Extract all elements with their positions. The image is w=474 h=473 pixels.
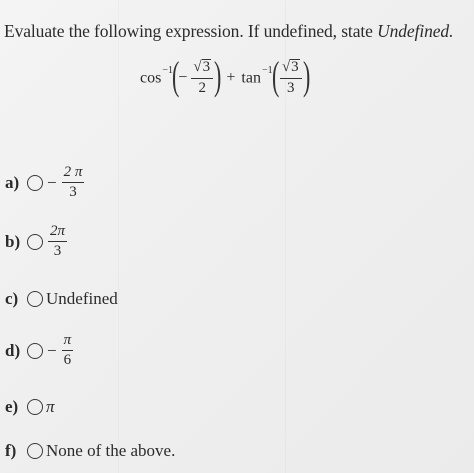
radio-button[interactable] [27, 443, 43, 459]
option-letter: c) [5, 289, 19, 308]
question-emphasis: Undefined. [377, 21, 454, 41]
right-paren: ) [302, 53, 311, 98]
option-answer: Undefined [46, 289, 118, 308]
background-line [118, 0, 119, 473]
option-letter: e) [5, 397, 19, 416]
minus-sign: − [178, 69, 188, 86]
option-letter: b) [5, 231, 21, 251]
radio-button[interactable] [27, 291, 43, 307]
radio-button[interactable] [27, 234, 43, 250]
left-paren: ( [271, 53, 279, 98]
fraction-sqrt3-over-3: √ 3 3 [280, 59, 302, 97]
question-text: Evaluate the following expression. If undefined, state [4, 21, 378, 41]
option-d[interactable] [5, 332, 75, 370]
left-paren: ( [171, 53, 180, 98]
tan-inverse: $\tan^{-1}$ [241, 65, 273, 87]
option-letter: f) [5, 441, 17, 460]
option-letter: d) [5, 340, 21, 360]
option-e[interactable] [5, 397, 55, 417]
option-f[interactable] [5, 441, 175, 461]
radio-button[interactable] [27, 343, 43, 359]
fraction-sqrt3-over-2: √ 3 2 [191, 59, 213, 97]
radio-button[interactable] [27, 399, 43, 415]
question-prompt [4, 21, 453, 42]
option-answer: − $\frac{\pi}{6}$ [47, 332, 72, 369]
option-answer: $\frac{2\pi}{3}$ [50, 223, 66, 260]
option-answer: None of the above. [46, 441, 176, 460]
plus-sign: + [226, 69, 236, 86]
right-paren: ) [214, 53, 222, 98]
cos-inverse: $\cos^{-1}$ [140, 65, 173, 87]
option-answer: π [46, 397, 55, 416]
option-c[interactable] [5, 289, 118, 309]
expression [140, 48, 309, 108]
option-answer: − $\frac{2 \pi}{3}$ [47, 164, 83, 201]
option-a[interactable] [5, 164, 86, 202]
radio-button[interactable] [27, 175, 43, 191]
option-b[interactable] [5, 223, 69, 261]
option-letter: a) [5, 172, 20, 192]
